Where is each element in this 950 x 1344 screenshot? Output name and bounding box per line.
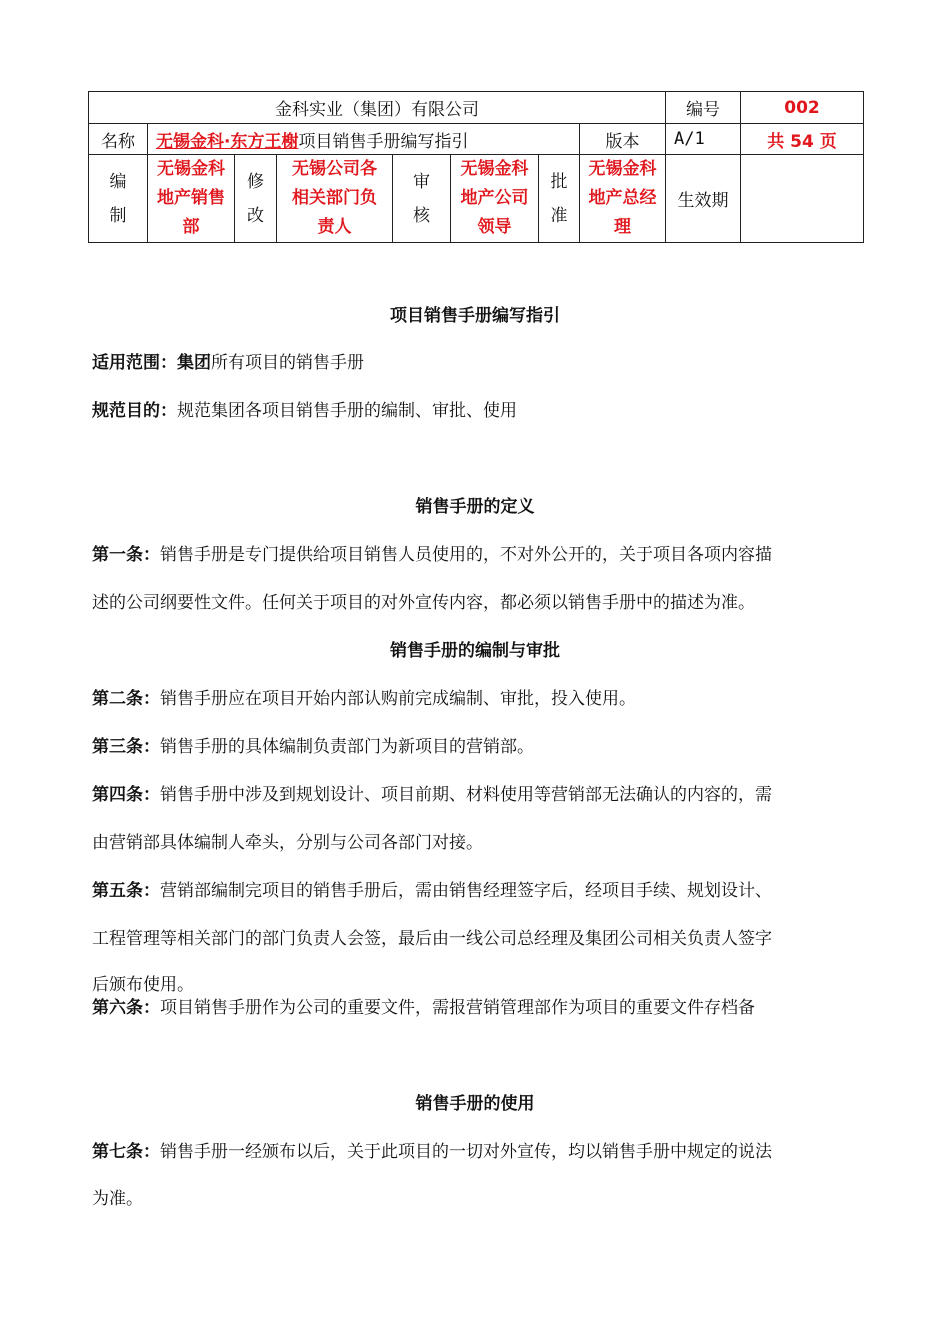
document-name-cell: [148, 124, 580, 155]
article-3: 第三条：销售手册的具体编制负责部门为新项目的营销部。: [92, 737, 534, 757]
revise-value: 无锡公司各 相关部门负 责人: [277, 155, 393, 243]
scope-line: [92, 352, 364, 374]
article-4-line-1: 第四条：销售手册中涉及到规划设计、项目前期、材料使用等营销部无法确认的内容的，需: [92, 785, 772, 805]
article-4-label: 第四条：: [92, 785, 160, 805]
article-7-line-2: 为准。: [92, 1189, 143, 1209]
approve-label: 批 准: [539, 155, 580, 243]
purpose-text: 规范集团各项目销售手册的编制、审批、使用: [177, 401, 517, 421]
scope-label: 适用范围：集团: [92, 353, 211, 373]
effective-date-label: 生效期: [666, 155, 741, 243]
revise-label: 修 改: [235, 155, 277, 243]
section-heading-definition: 销售手册的定义: [415, 497, 535, 517]
article-1-line-1: 第一条：销售手册是专门提供给项目销售人员使用的，不对外公开的，关于项目各项内容描: [92, 545, 772, 565]
article-5-line-3: 后颁布使用。: [92, 975, 194, 995]
effective-date-value: [741, 155, 864, 243]
scope-text: 所有项目的销售手册: [211, 353, 364, 373]
number-value: 002: [741, 92, 864, 124]
article-1-label: 第一条：: [92, 545, 160, 565]
article-5-label: 第五条：: [92, 881, 160, 901]
article-2-label: 第二条：: [92, 689, 160, 709]
article-6: 第六条：项目销售手册作为公司的重要文件，需报营销管理部作为项目的重要文件存档备: [92, 998, 755, 1018]
article-3-label: 第三条：: [92, 737, 160, 757]
article-5-line-2: 工程管理等相关部门的部门负责人会签，最后由一线公司总经理及集团公司相关负责人签字: [92, 929, 772, 949]
article-4-line-2: 由营销部具体编制人牵头，分别与公司各部门对接。: [92, 833, 483, 853]
purpose-line: [92, 400, 517, 422]
article-7-label: 第七条：: [92, 1142, 160, 1162]
name-label: 名称: [89, 124, 148, 155]
page-count: 共 54 页: [741, 124, 864, 155]
document-header-table: [88, 91, 864, 243]
review-label: 审 核: [393, 155, 451, 243]
document-title-suffix: 项目销售手册编写指引: [298, 131, 469, 152]
purpose-label: 规范目的：: [92, 401, 177, 421]
approve-value: 无锡金科 地产总经 理: [580, 155, 666, 243]
company-name: 金科实业（集团）有限公司: [89, 92, 666, 124]
article-5-line-1: 第五条：营销部编制完项目的销售手册后，需由销售经理签字后，经项目手续、规划设计、: [92, 881, 772, 901]
number-label: 编号: [666, 92, 741, 124]
version-value: A/1: [666, 124, 741, 155]
compile-value: 无锡金科 地产销售 部: [148, 155, 235, 243]
section-heading-compilation: 销售手册的编制与审批: [390, 641, 560, 661]
compile-label: 编 制: [89, 155, 148, 243]
version-label: 版本: [580, 124, 666, 155]
article-1-line-2: 述的公司纲要性文件。任何关于项目的对外宣传内容，都必须以销售手册中的描述为准。: [92, 593, 755, 613]
article-2: 第二条：销售手册应在项目开始内部认购前完成编制、审批，投入使用。: [92, 689, 636, 709]
article-6-label: 第六条：: [92, 998, 160, 1018]
project-name: 无锡金科·东方王榭: [156, 131, 299, 152]
review-value: 无锡金科 地产公司 领导: [451, 155, 539, 243]
section-heading-usage: 销售手册的使用: [415, 1094, 535, 1114]
document-title: 项目销售手册编写指引: [390, 306, 560, 326]
article-7-line-1: 第七条：销售手册一经颁布以后，关于此项目的一切对外宣传，均以销售手册中规定的说法: [92, 1142, 772, 1162]
